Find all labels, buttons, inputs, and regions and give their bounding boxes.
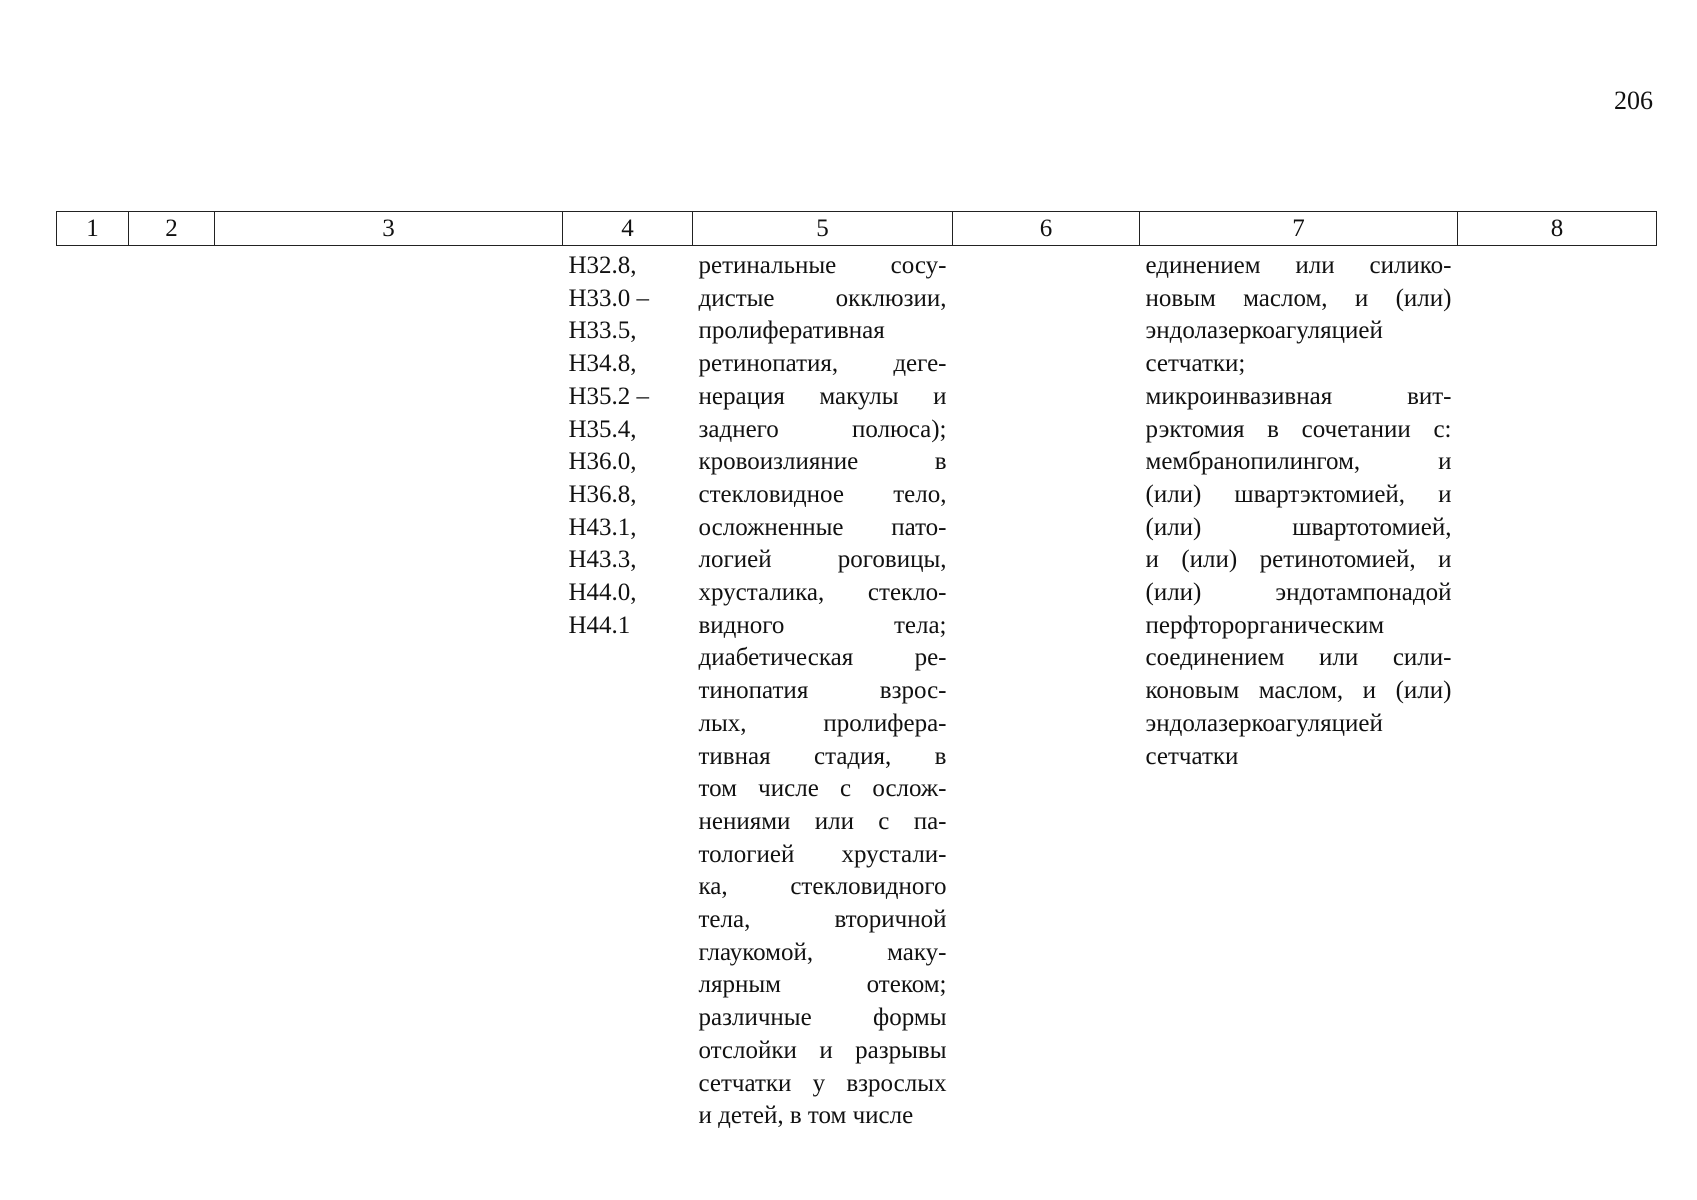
diagnosis-line: сетчатки у взрослых: [698, 1069, 947, 1097]
table-row: [57, 246, 1657, 1133]
treatment-line: (или) швартотомией,: [1145, 513, 1452, 541]
icd-code-line: H35.4,: [568, 415, 637, 443]
diagnosis-line: дистые окклюзии,: [698, 284, 947, 312]
diagnosis-line: осложненные пато-: [698, 513, 947, 541]
column-number-5: 5: [693, 212, 953, 246]
icd-code-line: H34.8,: [568, 350, 637, 378]
icd-codes-list: [569, 250, 687, 642]
cell-col-3: [215, 246, 563, 1133]
column-number-6: 6: [953, 212, 1140, 246]
diagnosis-line: лых, пролифера-: [698, 709, 947, 737]
column-number-8: 8: [1458, 212, 1657, 246]
diagnosis-line: тивная стадия, в: [698, 742, 947, 770]
cell-col-6: [953, 246, 1140, 1133]
diagnosis-line: кровоизлияние в: [698, 448, 947, 476]
diagnosis-line: нениями или с па-: [698, 807, 947, 835]
diagnosis-line: различные формы: [698, 1004, 947, 1032]
treatment-line: коновым маслом, и (или): [1145, 677, 1452, 705]
diagnosis-line: заднего полюса);: [698, 415, 947, 443]
icd-code-line: H32.8,: [568, 252, 637, 279]
procedures-table: [56, 211, 1657, 1133]
treatment-line: перфторорганическим: [1145, 611, 1385, 639]
diagnosis-line: логией роговицы,: [698, 546, 947, 574]
treatment-cell: [1140, 246, 1458, 1133]
column-number-2: 2: [129, 212, 215, 246]
diagnosis-line: нерация макулы и: [698, 382, 947, 410]
icd-code-line: H43.1,: [568, 513, 637, 541]
icd-code-line: H36.0,: [568, 448, 637, 476]
cell-col-1: [57, 246, 129, 1133]
column-number-row: [57, 212, 1657, 246]
icd-code-line: H33.5,: [568, 317, 637, 345]
diagnosis-line: тинопатия взрос-: [698, 677, 947, 705]
treatment-line: сетчатки: [1145, 742, 1239, 770]
diagnosis-line: том числе с ослож-: [698, 775, 947, 803]
icd-code-line: H36.8,: [568, 480, 637, 508]
diagnosis-line: тологией хрустали-: [698, 840, 947, 868]
treatment-line: эндолазеркоагуляцией: [1145, 317, 1383, 345]
icd-code-line: H44.1: [568, 611, 631, 639]
cell-col-2: [129, 246, 215, 1133]
treatment-line: (или) эндотампонадой: [1145, 579, 1452, 607]
column-number-7: 7: [1140, 212, 1458, 246]
diagnosis-line: и детей, в том числе: [698, 1102, 914, 1130]
column-number-4: 4: [563, 212, 693, 246]
icd-code-line: H33.0 –: [568, 284, 650, 312]
icd-code-line: H43.3,: [568, 546, 637, 574]
treatment-line: эндолазеркоагуляцией: [1145, 709, 1383, 737]
treatment-line: рэктомия в сочетании с:: [1145, 415, 1452, 443]
cell-col-8: [1458, 246, 1657, 1133]
treatment-line: и (или) ретинотомией, и: [1145, 546, 1452, 574]
diagnosis-line: отслойки и разрывы: [698, 1036, 947, 1064]
diagnosis-line: ка, стекловидного: [698, 873, 947, 901]
diagnosis-line: диабетическая ре-: [698, 644, 947, 672]
icd-code-line: H35.2 –: [568, 382, 650, 410]
treatment-line: соединением или сили-: [1145, 644, 1452, 672]
diagnosis-line: ретинальные сосу-: [698, 252, 947, 279]
treatment-line: сетчатки;: [1145, 350, 1246, 378]
diagnosis-line: стекловидное тело,: [698, 480, 947, 508]
icd-code-line: H44.0,: [568, 579, 637, 607]
diagnosis-line: глаукомой, маку-: [698, 938, 947, 966]
treatment-line: (или) швартэктомией, и: [1145, 480, 1452, 508]
treatment-text: [1146, 250, 1452, 773]
icd-codes-cell: [563, 246, 693, 1133]
column-number-3: 3: [215, 212, 563, 246]
diagnosis-line: видного тела;: [698, 611, 947, 639]
treatment-line: мембранопилингом, и: [1145, 448, 1452, 476]
diagnosis-line: хрусталика, стекло-: [698, 579, 947, 607]
diagnosis-line: пролиферативная: [698, 317, 885, 345]
diagnosis-line: ретинопатия, деге-: [698, 350, 947, 378]
column-number-1: 1: [57, 212, 129, 246]
diagnosis-text: [699, 250, 947, 1133]
treatment-line: новым маслом, и (или): [1145, 284, 1452, 312]
treatment-line: микроинвазивная вит-: [1145, 382, 1452, 410]
diagnosis-cell: [693, 246, 953, 1133]
page-number: 206: [1614, 86, 1653, 115]
diagnosis-line: тела, вторичной: [698, 906, 947, 934]
treatment-line: единением или силико-: [1145, 252, 1452, 279]
diagnosis-line: лярным отеком;: [698, 971, 947, 999]
